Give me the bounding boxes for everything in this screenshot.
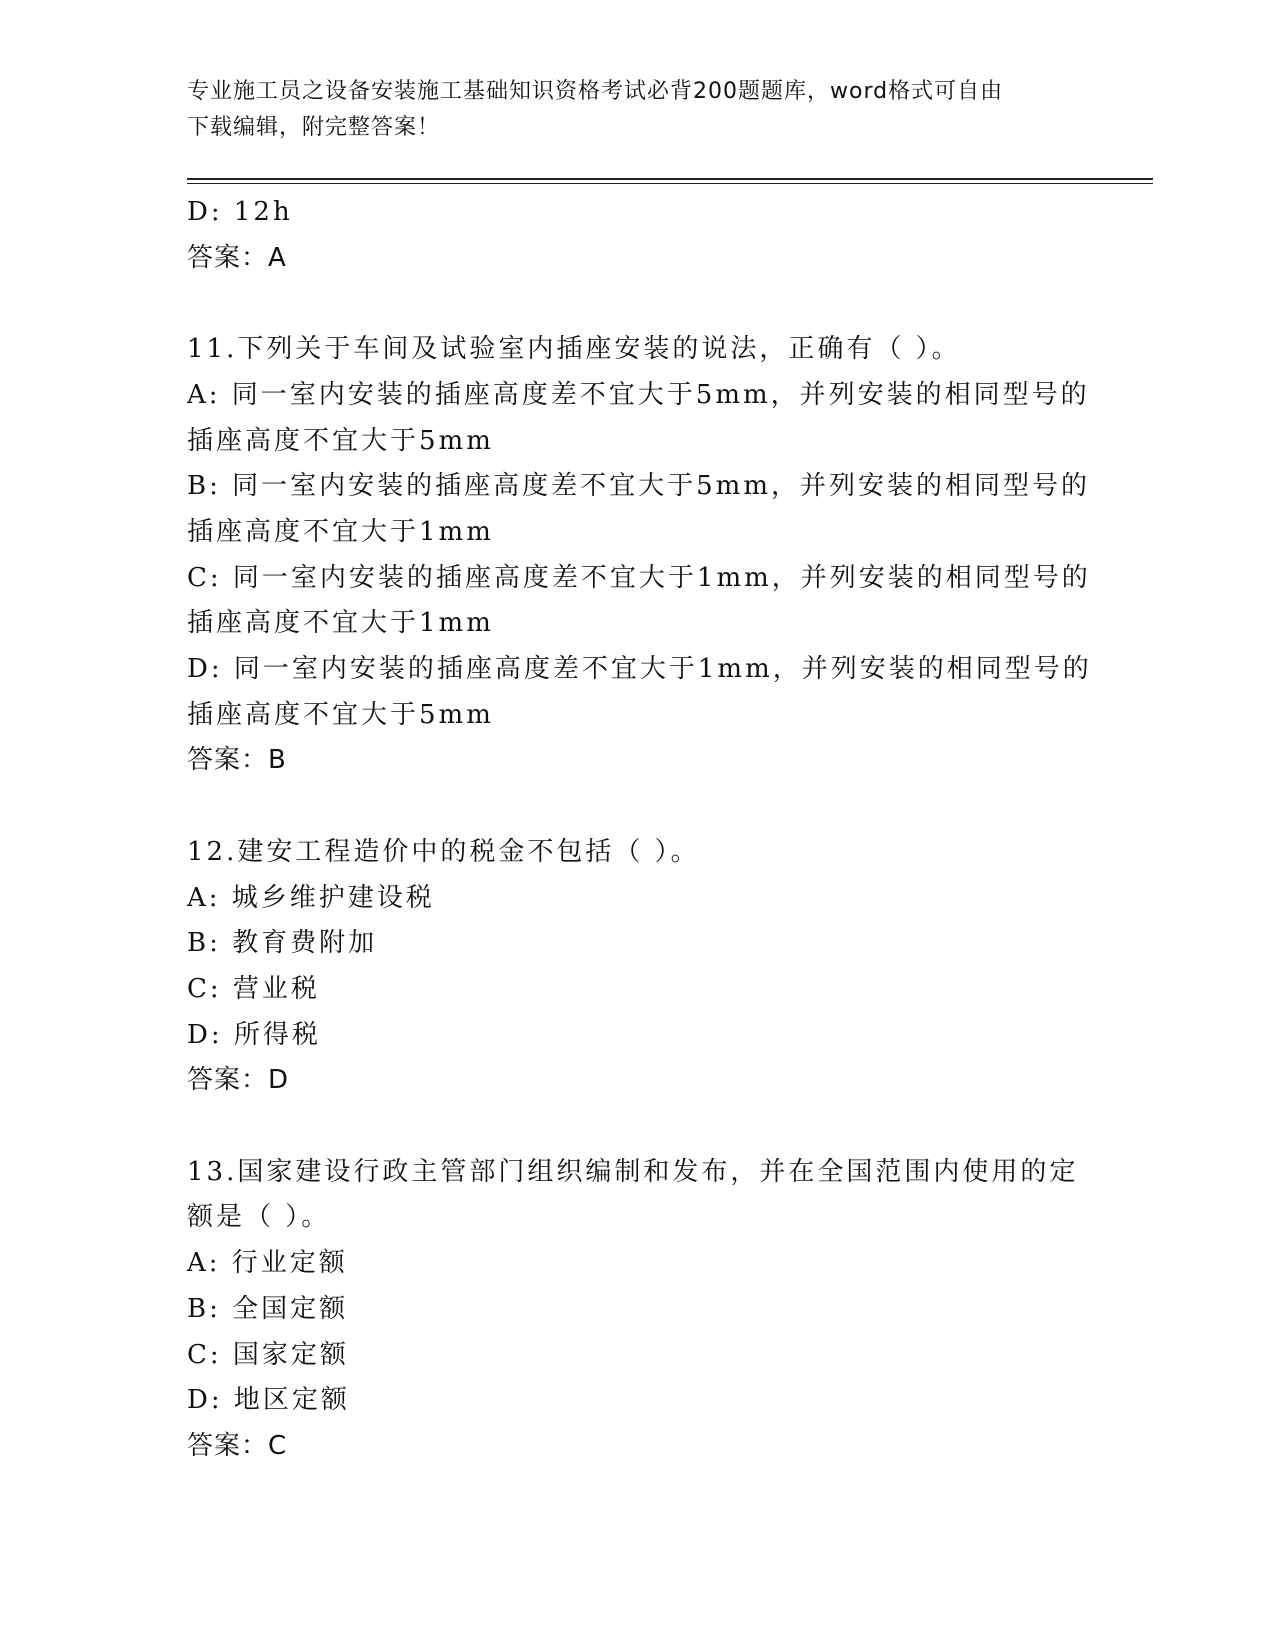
answer-line: 答案：D <box>187 1065 290 1096</box>
option-c: C: 营业税 <box>187 973 320 1004</box>
option-a: A: 同一室内安装的插座高度差不宜大于5mm，并列安装的相同型号的 <box>187 379 1090 410</box>
document-body <box>187 190 1092 1470</box>
header-rule-thin <box>187 183 1153 184</box>
option-b: B: 同一室内安装的插座高度差不宜大于5mm，并列安装的相同型号的 <box>187 471 1090 502</box>
header-line-2: 下载编辑，附完整答案！ <box>187 115 441 140</box>
document-header <box>187 74 1087 146</box>
answer-line: 答案：A <box>187 242 287 273</box>
header-rule-thick <box>187 178 1153 180</box>
option-a: A: 行业定额 <box>187 1248 348 1279</box>
option-d: D: 地区定额 <box>187 1385 350 1416</box>
option-a: A: 城乡维护建设税 <box>187 882 435 913</box>
option-c-continuation: 插座高度不宜大于1mm <box>187 608 494 639</box>
option-d-continuation: 插座高度不宜大于5mm <box>187 699 494 730</box>
question-12 <box>187 830 1087 1104</box>
option-d: D: 所得税 <box>187 1019 321 1050</box>
header-line-1: 专业施工员之设备安装施工基础知识资格考试必背200题题库，word格式可自由 <box>187 79 1004 104</box>
question-stem: 12.建安工程造价中的税金不包括（ ）。 <box>187 836 700 867</box>
option-c: C: 国家定额 <box>187 1339 349 1370</box>
option-d: D: 同一室内安装的插座高度差不宜大于1mm，并列安装的相同型号的 <box>187 654 1092 685</box>
option-c: C: 同一室内安装的插座高度差不宜大于1mm，并列安装的相同型号的 <box>187 562 1091 593</box>
option-b: B: 全国定额 <box>187 1293 349 1324</box>
option-d: D: 12h <box>187 197 293 227</box>
question-13 <box>187 1150 1087 1470</box>
answer-line: 答案：B <box>187 745 287 776</box>
option-b-continuation: 插座高度不宜大于1mm <box>187 516 494 547</box>
spacer <box>187 281 1087 327</box>
question-stem: 13.国家建设行政主管部门组织编制和发布，并在全国范围内使用的定 <box>187 1156 1079 1187</box>
option-b: B: 教育费附加 <box>187 928 378 959</box>
question-stem-continuation: 额是（ ）。 <box>187 1202 331 1233</box>
spacer <box>187 1104 1087 1150</box>
question-11 <box>187 327 1092 784</box>
question-10-continuation <box>187 190 1087 281</box>
answer-line: 答案：C <box>187 1430 288 1461</box>
option-a-continuation: 插座高度不宜大于5mm <box>187 425 494 456</box>
question-stem: 11.下列关于车间及试验室内插座安装的说法，正确有（ ）。 <box>187 334 961 365</box>
spacer <box>187 784 1087 830</box>
